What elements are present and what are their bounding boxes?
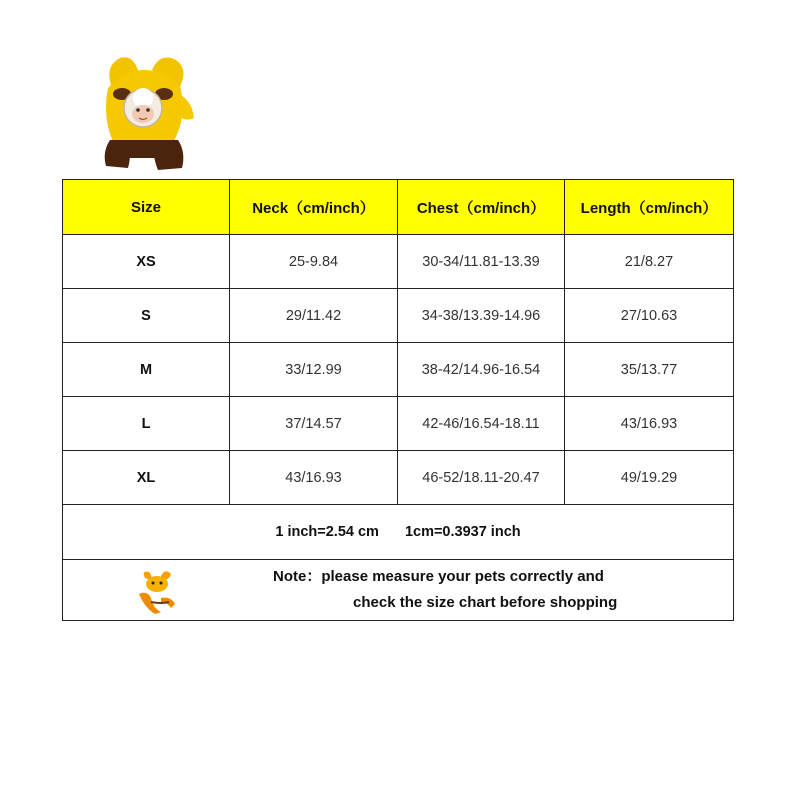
note-text [273,564,617,616]
table-row [63,397,734,451]
size-cell: XS [63,235,230,289]
chest-cell: 38-42/14.96-16.54 [398,343,565,397]
chest-cell: 34-38/13.39-14.96 [398,289,565,343]
conversion-cell [63,505,734,560]
chest-cell: 30-34/11.81-13.39 [398,235,565,289]
running-dog-logo-icon [131,568,187,616]
table-row [63,451,734,505]
length-cell: 21/8.27 [565,235,734,289]
header-neck: Neck（cm/inch） [230,180,398,235]
chest-cell: 42-46/16.54-18.11 [398,397,565,451]
table-row [63,343,734,397]
size-cell: M [63,343,230,397]
table-header-row [63,180,734,235]
size-cell: L [63,397,230,451]
header-length: Length（cm/inch） [565,180,734,235]
neck-cell: 25-9.84 [230,235,398,289]
note-line-1: Note：please measure your pets correctly and [273,568,604,585]
note-line-2: check the size chart before shopping [353,594,618,611]
length-cell: 49/19.29 [565,451,734,505]
note-row [63,560,734,621]
chest-cell: 46-52/18.11-20.47 [398,451,565,505]
table-row [63,235,734,289]
neck-cell: 37/14.57 [230,397,398,451]
size-cell: XL [63,451,230,505]
size-chart-table [62,179,734,621]
cm-to-inch-text: 1cm=0.3937 inch [404,524,521,540]
neck-cell: 29/11.42 [230,289,398,343]
header-size: Size [63,180,230,235]
product-thumbnail-icon [94,48,196,178]
neck-cell: 33/12.99 [230,343,398,397]
conversion-row [63,505,734,560]
length-cell: 43/16.93 [565,397,734,451]
length-cell: 27/10.63 [565,289,734,343]
inch-to-cm-text: 1 inch=2.54 cm [275,524,379,540]
note-cell [63,560,734,621]
table-row [63,289,734,343]
header-chest: Chest（cm/inch） [398,180,565,235]
neck-cell: 43/16.93 [230,451,398,505]
length-cell: 35/13.77 [565,343,734,397]
size-cell: S [63,289,230,343]
